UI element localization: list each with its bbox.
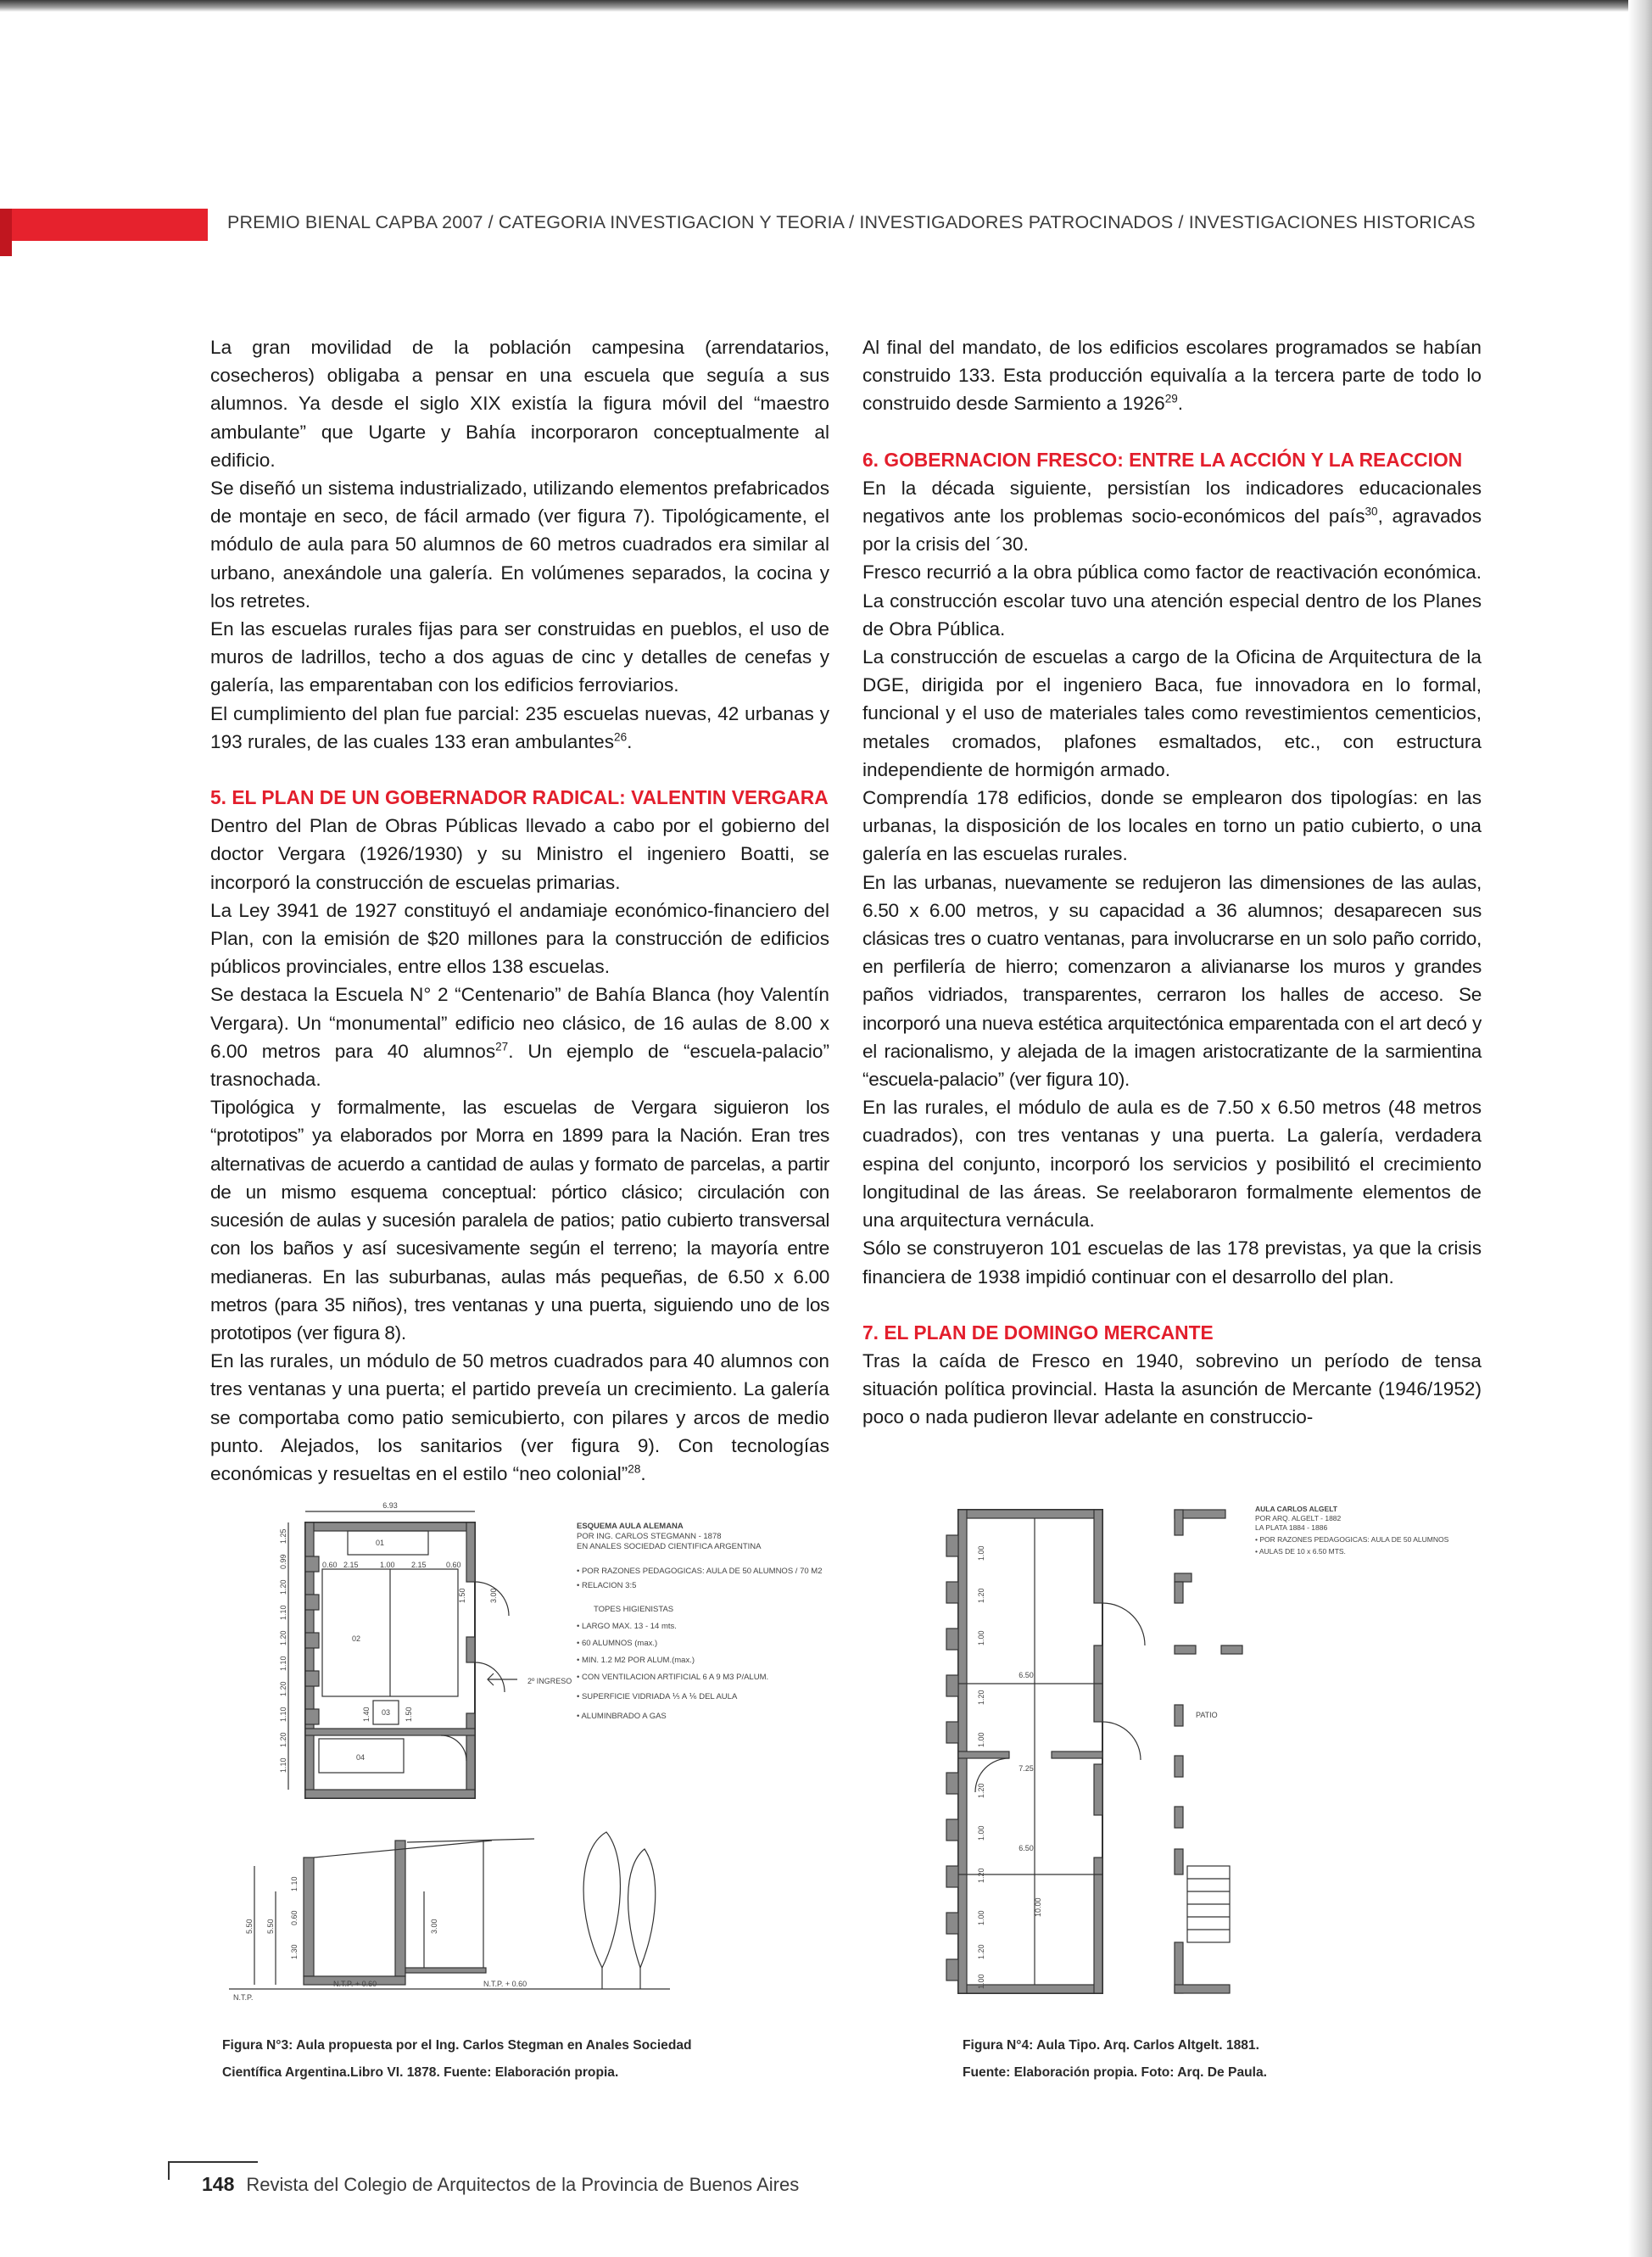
section-heading-7: 7. EL PLAN DE DOMINGO MERCANTE: [862, 1321, 1214, 1344]
figure-4-drawing: [941, 1501, 1449, 2002]
header-red-tab-edge: [0, 209, 12, 256]
svg-text:1.20: 1.20: [279, 1681, 287, 1696]
right-paragraph-6: En las urbanas, nuevamente se redujeron las dimensiones de las aulas, 6.50 x 6.00 metros, y su capacidad a 36 alumnos; desaparecen sus clásicas tres o cuatro ventanas, para involucrarse en un solo paño corrido, en perfilería de hierro; comenzaron a alivianarse los muros y grandes paños vidriados, transparentes, cerraron los halles de acceso. Se incorporó una nueva estética arquitectónica emparentada con el art decó y el racionalismo, y alejada de la imagen aristocratizante de la sarmientina “escuela-palacio” (ver figura 10).: [862, 871, 1482, 1091]
figure-3-drawing: [229, 1493, 840, 2019]
fig3-ntp-2: N.T.P. + 0.60: [483, 1980, 527, 1988]
right-paragraph-4: La construcción de escuelas a cargo de la Oficina de Arquitectura de la DGE, dirigida por el ingeniero Baca, fue innovadora en lo formal, funcional y el uso de materiales tales como revestimientos cementicios, metales cromados, plafones esmaltados, etc., con estructura independiente de hormigón armado.: [862, 646, 1482, 780]
figure-4-svg: [941, 1501, 1449, 2002]
svg-text:1.20: 1.20: [279, 1630, 287, 1645]
left-paragraph-7: Se destaca la Escuela N° 2 “Centenario” de Bahía Blanca (hoy Valentín Vergara). Un “monumental” edificio neo clásico, de 16 aulas de 8.00 x 6.00 metros para 40 alumnos$^{27}$. Un ejemplo de “escuela-palacio” trasnochada.: [210, 984, 829, 1091]
footnote-ref-27: 27: [495, 1040, 509, 1053]
left-paragraph-1: La gran movilidad de la población campesina (arrendatarios, cosecheros) obligaba a pensar en una escuela que seguía a sus alumnos. Ya desde el siglo XIX existía la figura móvil del “maestro ambulante” que Ugarte y Bahía incorporaron conceptualmente al edificio.: [210, 337, 829, 471]
right-paragraph-9: Tras la caída de Fresco en 1940, sobrevino un período de tensa situación política provincial. Hasta la asunción de Mercante (1946/1952) poco o nada pudieron llevar adelante en construccio-: [862, 1349, 1482, 1428]
svg-text:0.99: 0.99: [279, 1554, 287, 1569]
fig4-dim-d: 10.00: [1034, 1897, 1042, 1917]
fig3-bullet-b2: • 60 ALUMNOS (max.): [577, 1639, 658, 1648]
svg-text:1.00: 1.00: [977, 1974, 985, 1989]
fig4-bullet-1: • POR RAZONES PEDAGOGICAS: AULA DE 50 ALUMNOS: [1255, 1535, 1449, 1544]
scan-right-edge: [1628, 0, 1652, 2257]
footnote-ref-28: 28: [628, 1462, 641, 1476]
fig3-legend-sub1: POR ING. CARLOS STEGMANN - 1878: [577, 1532, 722, 1541]
svg-text:1.10: 1.10: [279, 1605, 287, 1620]
fig3-bullet-b5: • SUPERFICIE VIDRIADA ⅕ A ⅙ DEL AULA: [577, 1692, 738, 1701]
svg-text:1.20: 1.20: [977, 1868, 985, 1883]
left-column: [210, 333, 829, 1488]
fig3-legend-title: ESQUEMA AULA ALEMANA: [577, 1522, 684, 1531]
right-column: [862, 333, 1482, 1432]
figure-4-caption: [963, 2032, 1267, 2087]
right-paragraph-1: Al final del mandato, de los edificios escolares programados se habían construido 133. Esta producción equivalía a la tercera parte de todo lo construido desde Sarmiento a 1926$^{29}$.: [862, 337, 1482, 415]
footer-rule-vertical: [168, 2161, 170, 2180]
journal-name: Revista del Colegio de Arquitectos de la Provincia de Buenos Aires: [246, 2174, 800, 2195]
fig3-dim-width: 6.93: [382, 1501, 398, 1510]
fig4-dim-a: 6.50: [1019, 1671, 1034, 1679]
left-paragraph-2: Se diseñó un sistema industrializado, utilizando elementos prefabricados de montaje en seco, de fácil armado (ver figura 7). Tipológicamente, el módulo de aula para 50 alumnos de 60 metros cuadrados era similar al urbano, anexándole una galería. En volúmenes separados, la cocina y los retretes.: [210, 478, 829, 612]
page-footer: [202, 2173, 799, 2196]
svg-text:1.50: 1.50: [405, 1707, 413, 1722]
figure-3-caption-line-2: Científica Argentina.Libro VI. 1878. Fuente: Elaboración propia.: [222, 2065, 619, 2080]
footnote-ref-30: 30: [1365, 505, 1378, 518]
fig3-dim-e: 0.60: [446, 1561, 461, 1569]
right-paragraph-2: En la década siguiente, persistían los indicadores educacionales negativos ante los problemas socio-económicos del país$^{30}$, agravados por la crisis del ´30.: [862, 477, 1482, 556]
figure-4-caption-line-1: Figura N°4: Aula Tipo. Arq. Carlos Altgelt. 1881.: [963, 2038, 1259, 2053]
section-heading-5: 5. EL PLAN DE UN GOBERNADOR RADICAL: VALENTIN VERGARA: [210, 786, 829, 809]
fig3-room-03: 03: [381, 1708, 391, 1717]
right-paragraph-7: En las rurales, el módulo de aula es de 7.50 x 6.50 metros (48 metros cuadrados), con tres ventanas y una puerta. La galería, verdadera espina del conjunto, incorporó los servicios y posibilitó el crecimiento longitudinal de las áreas. Se reelaboraron formalmente elementos de una arquitectura vernácula.: [862, 1097, 1482, 1232]
left-paragraph-5: Dentro del Plan de Obras Públicas llevado a cabo por el gobierno del doctor Vergara (1926/1930) y su Ministro el ingeniero Boatti, se incorporó la construcción de escuelas primarias.: [210, 815, 829, 893]
svg-text:1.50: 1.50: [458, 1588, 466, 1603]
fig4-bullet-2: • AULAS DE 10 x 6.50 MTS.: [1255, 1547, 1346, 1556]
svg-text:1.20: 1.20: [977, 1783, 985, 1798]
section-heading-6: 6. GOBERNACION FRESCO: ENTRE LA ACCIÓN Y LA REACCION: [862, 448, 1463, 471]
fig3-dim-d: 1.00: [380, 1561, 395, 1569]
fig3-bullet-b3: • MIN. 1.2 M2 POR ALUM.(max.): [577, 1656, 695, 1665]
svg-text:1.20: 1.20: [279, 1579, 287, 1595]
figure-3-caption-line-1: Figura N°3: Aula propuesta por el Ing. Carlos Stegman en Anales Sociedad: [222, 2038, 692, 2053]
svg-text:1.20: 1.20: [977, 1690, 985, 1705]
fig3-dim-b: 2.15: [411, 1561, 427, 1569]
svg-text:1.00: 1.00: [977, 1545, 985, 1561]
footer-rule: [168, 2161, 258, 2163]
svg-text:1.20: 1.20: [977, 1588, 985, 1603]
fig3-room-04: 04: [355, 1753, 366, 1762]
right-paragraph-5: Comprendía 178 edificios, donde se emplearon dos tipologías: en las urbanas, la disposición de los locales en torno un patio cubierto, o una galería en las escuelas rurales.: [862, 787, 1482, 865]
header-red-tab: [0, 209, 208, 241]
svg-text:1.40: 1.40: [362, 1707, 371, 1722]
fig3-bullet-b4: • CON VENTILACION ARTIFICIAL 6 A 9 M3 P/ALUM.: [577, 1673, 769, 1682]
svg-text:1.10: 1.10: [279, 1707, 287, 1722]
fig3-legend-sub2: EN ANALES SOCIEDAD CIENTIFICA ARGENTINA: [577, 1542, 762, 1551]
fig3-ntp-1: N.T.P. + 0.60: [333, 1980, 377, 1988]
fig4-side-dims: [977, 1545, 985, 1989]
fig3-bullet-a2: • RELACION 3:5: [577, 1581, 637, 1590]
fig3-ntp-3: N.T.P.: [233, 1993, 254, 2002]
svg-text:1.20: 1.20: [977, 1944, 985, 1959]
fig3-room-02: 02: [351, 1634, 361, 1643]
fig4-dim-b: 7.25: [1019, 1764, 1034, 1773]
fig3-left-dims: [279, 1528, 287, 1773]
fig3-ingreso: 2º INGRESO: [527, 1677, 572, 1685]
fig3-bullet-a1: • POR RAZONES PEDAGOGICAS: AULA DE 50 ALUMNOS / 70 M2: [577, 1567, 823, 1576]
svg-text:1.10: 1.10: [279, 1757, 287, 1773]
svg-text:1.00: 1.00: [977, 1825, 985, 1841]
right-paragraph-3: Fresco recurrió a la obra pública como factor de reactivación económica. La construcción escolar tuvo una atención especial dentro de los Planes de Obra Pública.: [862, 561, 1482, 640]
fig3-room-01: 01: [375, 1539, 385, 1547]
fig3-bullet-b6: • ALUMINBRADO A GAS: [577, 1712, 667, 1721]
fig4-legend-title: AULA CARLOS ALGELT: [1255, 1505, 1337, 1513]
fig4-legend-sub2: LA PLATA 1884 - 1886: [1255, 1523, 1328, 1532]
fig3-topes-title: TOPES HIGIENISTAS: [594, 1605, 674, 1614]
fig4-legend-sub1: POR ARQ. ALGELT - 1882: [1255, 1514, 1342, 1522]
svg-text:1.00: 1.00: [977, 1732, 985, 1747]
fig3-dim-a: 2.15: [343, 1561, 359, 1569]
running-header: PREMIO BIENAL CAPBA 2007 / CATEGORIA INVESTIGACION Y TEORIA / INVESTIGADORES PATROCINADOS / INVESTIGACIONES HISTORICAS: [227, 212, 1476, 232]
figure-4-caption-line-2: Fuente: Elaboración propia. Foto: Arq. De Paula.: [963, 2065, 1267, 2080]
svg-text:1.00: 1.00: [977, 1910, 985, 1925]
fig4-patio-label: PATIO: [1196, 1711, 1218, 1719]
left-paragraph-8: Tipológica y formalmente, las escuelas de Vergara siguieron los “prototipos” ya elaborados por Morra en 1899 para la Nación. Eran tres alternativas de acuerdo a cantidad de aulas y formato de parcelas, a partir de un mismo esquema conceptual: pórtico clásico; circulación con sucesión de aulas y sucesión paralela de patios; patio cubierto transversal con los baños y así sucesivamente según el terreno; la mayoría entre medianeras. En las suburbanas, aulas más pequeñas, de 6.50 x 6.00 metros (para 35 niños), tres ventanas y una puerta, siguiendo uno de los prototipos (ver figura 8).: [210, 1097, 829, 1344]
left-paragraph-6: La Ley 3941 de 1927 constituyó el andamiaje económico-financiero del Plan, con la emisión de $20 millones para la construcción de edificios públicos provinciales, entre ellos 138 escuelas.: [210, 899, 829, 978]
fig3-bullet-b1: • LARGO MAX. 13 - 14 mts.: [577, 1622, 677, 1631]
left-paragraph-4: El cumplimiento del plan fue parcial: 235 escuelas nuevas, 42 urbanas y 193 rurales, de las cuales 133 eran ambulantes$^{26}$.: [210, 702, 829, 752]
svg-text:5.50: 5.50: [245, 1919, 254, 1934]
svg-text:1.10: 1.10: [290, 1876, 299, 1891]
svg-text:1.10: 1.10: [279, 1656, 287, 1671]
svg-text:5.50: 5.50: [266, 1919, 275, 1934]
svg-text:1.00: 1.00: [977, 1630, 985, 1645]
svg-text:0.60: 0.60: [290, 1910, 299, 1925]
svg-text:3.00: 3.00: [489, 1588, 498, 1603]
svg-text:1.30: 1.30: [290, 1944, 299, 1959]
right-paragraph-8: Sólo se construyeron 101 escuelas de las 178 previstas, ya que la crisis financiera de 1938 impidió continuar con el desarrollo del plan.: [862, 1237, 1482, 1288]
fig4-dim-c: 6.50: [1019, 1844, 1034, 1852]
fig3-dim-c: 0.60: [322, 1561, 338, 1569]
figure-3-svg: [229, 1493, 840, 2019]
left-paragraph-9: En las rurales, un módulo de 50 metros cuadrados para 40 alumnos con tres ventanas y una puerta; el partido preveía un crecimiento. La galería se comportaba como patio semicubierto, con pilares y arcos de medio punto. Alejados, los sanitarios (ver figura 9). Con tecnologías económicas y resueltas en el estilo “neo colonial”$^{28}$.: [210, 1350, 829, 1484]
left-paragraph-3: En las escuelas rurales fijas para ser construidas en pueblos, el uso de muros de ladrillos, techo a dos aguas de cinc y detalles de cenefas y galería, las emparentaban con los edificios ferroviarios.: [210, 618, 829, 696]
svg-text:1.25: 1.25: [279, 1528, 287, 1544]
figure-3-caption: [222, 2032, 692, 2087]
scan-top-edge: [0, 0, 1652, 12]
svg-text:1.20: 1.20: [279, 1732, 287, 1747]
svg-text:3.00: 3.00: [430, 1919, 438, 1934]
footnote-ref-26: 26: [614, 730, 628, 744]
page-number: 148: [202, 2173, 235, 2195]
footnote-ref-29: 29: [1164, 392, 1178, 405]
